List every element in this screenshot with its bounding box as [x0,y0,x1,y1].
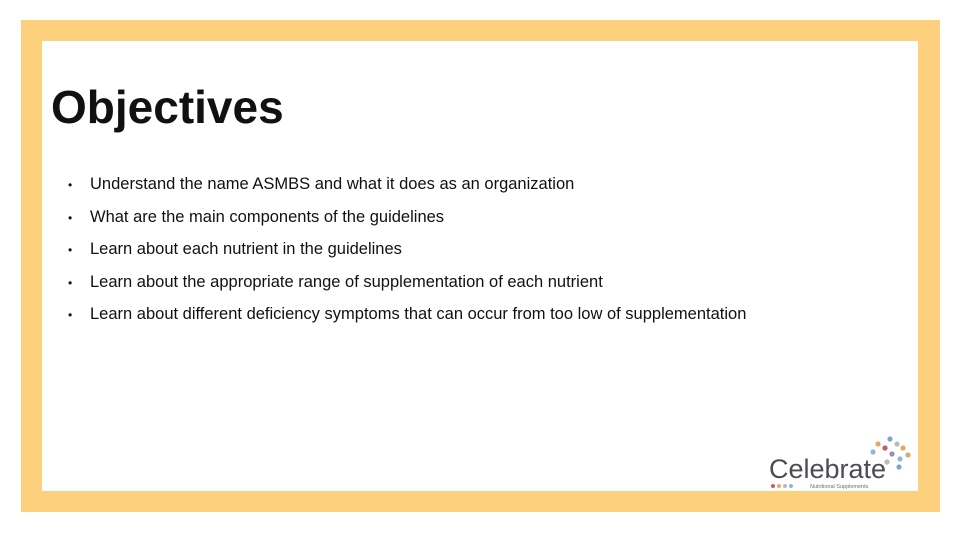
logo-dot [894,441,899,446]
objective-text: What are the main components of the guidelines [90,207,445,226]
bullet-icon: • [68,308,73,322]
objective-text: Understand the name ASMBS and what it does as an organization [90,175,575,193]
logo-dot [789,484,793,488]
slide-content-area [42,41,918,491]
logo-dot [896,464,901,469]
logo-dot [889,451,894,456]
logo-dot [777,484,781,488]
objective-item [68,302,746,335]
objective-text: Learn about different deficiency symptoms that can occur from too low of supplementation [90,305,747,323]
logo-dot [897,456,902,461]
bullet-icon: • [68,275,73,290]
celebrate-logo [769,433,915,489]
logo-dot [875,441,880,446]
logo-dot [771,484,775,488]
objectives-list [68,172,746,335]
logo-dot [783,484,787,488]
objective-item [68,172,746,205]
objective-item [68,237,746,270]
objective-item [68,270,746,303]
objective-text: Learn about the appropriate range of supplementation of each nutrient [90,272,603,291]
logo-dot [905,452,910,457]
logo-dot [887,436,892,441]
celebrate-logo-graphic [769,433,915,489]
objective-text: Learn about each nutrient in the guidelines [90,240,402,258]
logo-dot [900,445,905,450]
bullet-icon: • [68,243,73,257]
logo-dot [882,445,887,450]
logo-tagline: Nutritional Supplements [810,484,869,489]
slide-title: Objectives [51,81,284,133]
bullet-icon: • [68,178,73,192]
bullet-icon: • [68,210,73,225]
logo-wordmark: Celebrate [769,454,887,484]
objective-item [68,205,746,238]
